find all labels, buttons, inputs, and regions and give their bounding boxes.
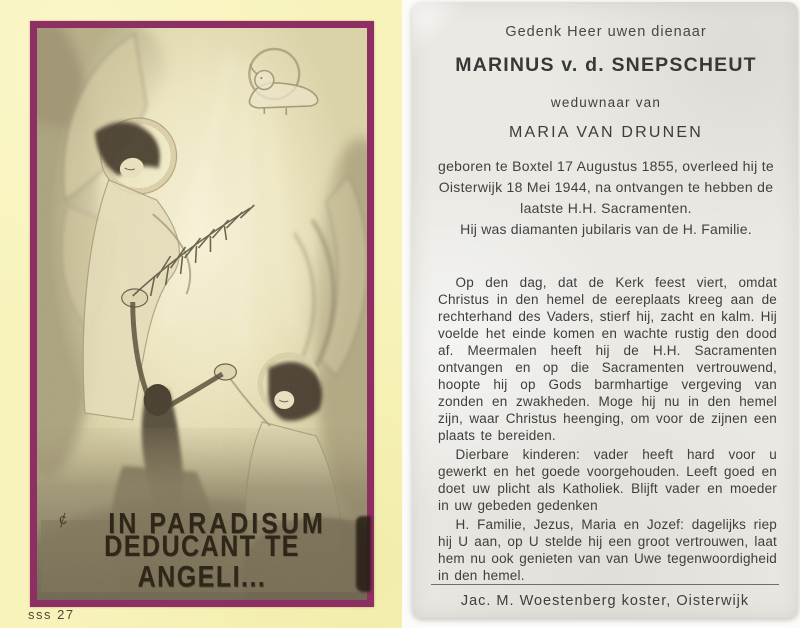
artist-monogram: ȼ	[57, 510, 68, 529]
illustration-frame	[30, 21, 374, 607]
dedication-line: Gedenk Heer uwen dienaar	[505, 24, 707, 40]
deceased-name: MARINUS v. d. SNEPSCHEUT	[455, 54, 757, 76]
caption-line-1: IN PARADISUM	[108, 507, 326, 540]
birth-death-details: geboren te Boxtel 17 Augustus 1855, overleed hij te Oisterwijk 18 Mei 1944, na ontvangen te hebben de laatste H.H. Sacramenten.	[438, 158, 774, 216]
relation-line: weduwnaar van	[550, 95, 662, 110]
ink-blotch	[356, 516, 371, 592]
spouse-name: MARIA VAN DRUNEN	[508, 124, 704, 141]
printer-colophon: Jac. M. Woestenberg koster, Oisterwijk	[460, 593, 750, 609]
paragraph-2: Dierbare kinderen: vader heeft hard voor u gewerkt en het goede voorgehouden. Leeft goed en doet uw plicht als Katholiek. Blijft vader en moeder in uw gebeden gedenken	[438, 447, 777, 513]
in-paradisum-caption	[37, 507, 367, 594]
colophon-footer	[412, 584, 798, 609]
footer-divider	[431, 584, 778, 585]
holy-card-back	[412, 2, 798, 618]
paragraph-3: H. Familie, Jezus, Maria en Jozef: dagelijks riep hij U aan, op U stelde hij een groot vertrouwen, laat hem nu ook genieten van van Uwe tegenwoordigheid in den hemel.	[438, 517, 777, 583]
memorial-text	[438, 274, 777, 586]
jubilee-line: Hij was diamanten jubilaris van de H. Familie.	[460, 221, 752, 237]
memorial-header	[412, 2, 798, 240]
paragraph-1: Op den dag, dat de Kerk feest viert, omdat Christus in den hemel de eereplaats kreeg aan de rechterhand des Vaders, stierf hij, zacht en kalm. Hij voelde het einde komen en wachte rustig den dood af. Meermalen heeft hij de H.H. Sacramenten ontvangen en op die Sacramenten vertrouwend, hoopte hij op Gods barmhartige vergeving van zonden en zwakheden. Moge hij nu in den hemel zijn, waar Christus heenging, om voor de zijnen een plaats te bereiden.	[438, 275, 777, 443]
caption-line-2: DEDUCANT TE ANGELI...	[104, 530, 300, 594]
series-code: sss 27	[28, 607, 75, 622]
